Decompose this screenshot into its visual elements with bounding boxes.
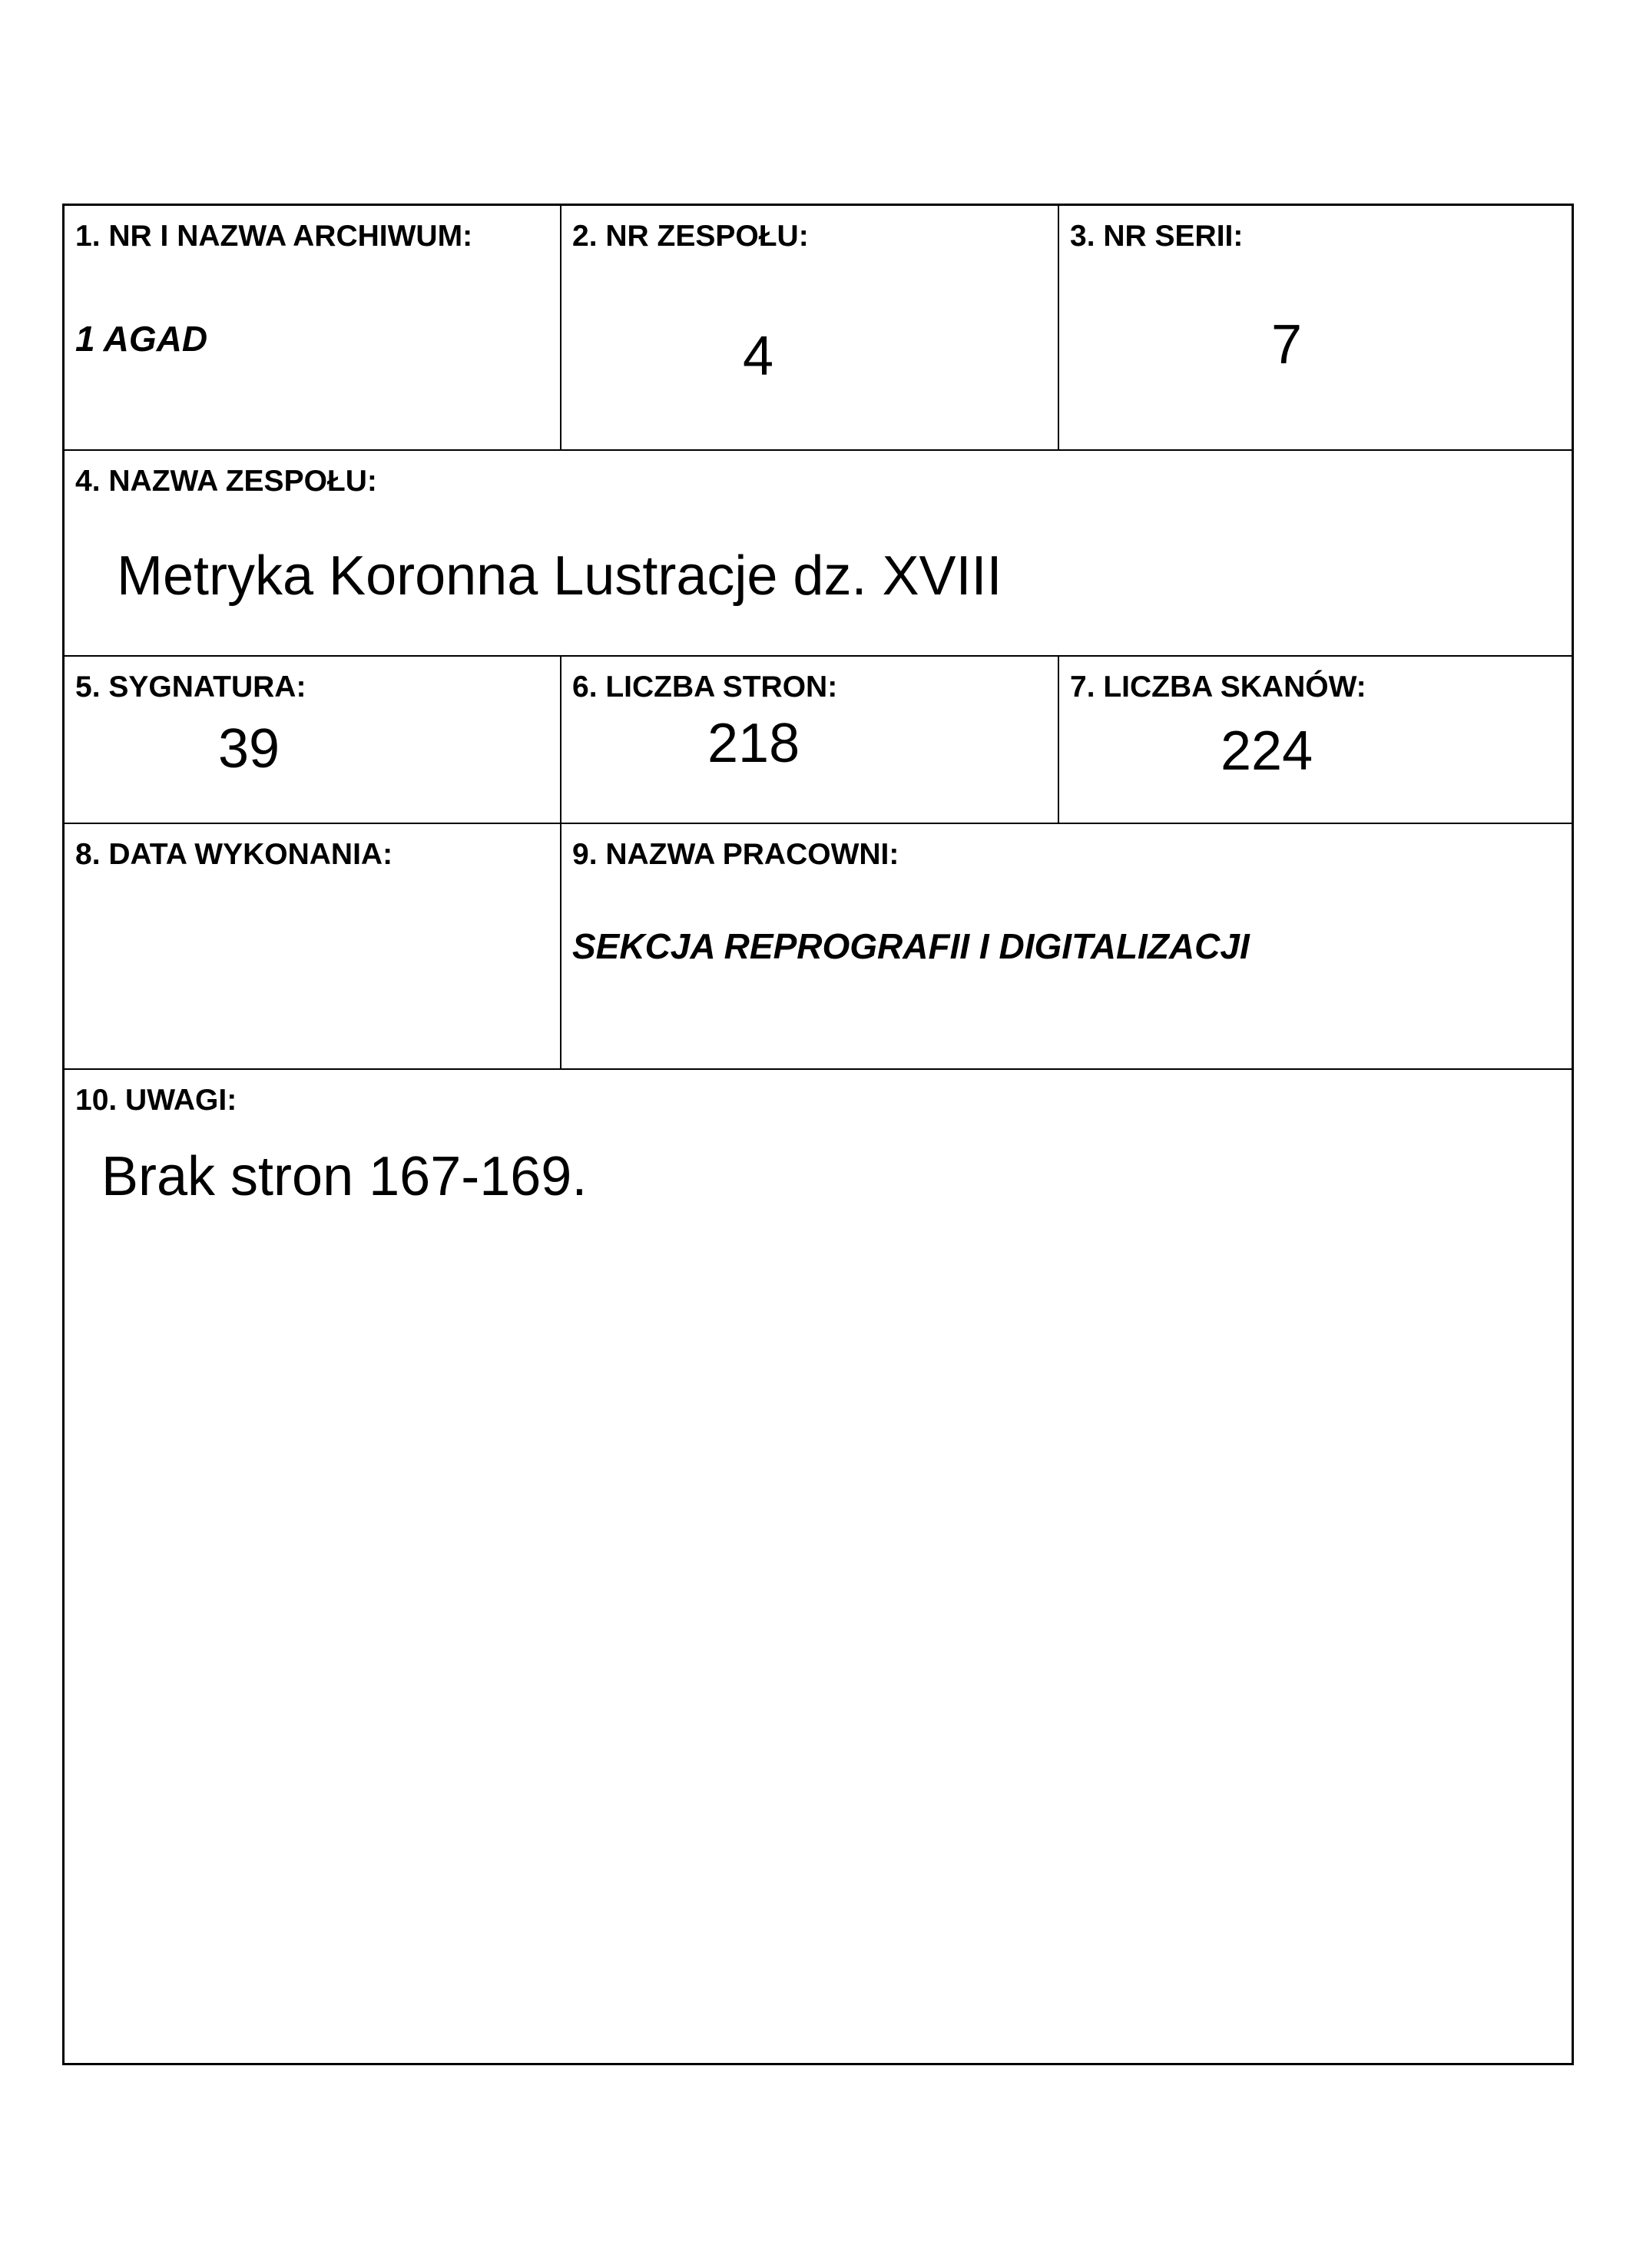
notes-value: Brak stron 167-169.	[101, 1146, 588, 1207]
date-label: 8. DATA WYKONANIA:	[75, 838, 393, 871]
fonds-number-label: 2. NR ZESPOŁU:	[572, 220, 809, 253]
page-count-label: 6. LICZBA STRON:	[572, 670, 838, 704]
series-number-value: 7	[1271, 314, 1303, 376]
page-count-cell	[561, 657, 1058, 823]
scan-count-cell	[1059, 657, 1572, 823]
scan-count-value: 224	[1221, 720, 1313, 782]
notes-label: 10. UWAGI:	[75, 1084, 237, 1117]
date-cell	[65, 824, 560, 1068]
fonds-number-cell	[561, 206, 1058, 449]
fonds-number-value: 4	[743, 326, 774, 387]
series-number-label: 3. NR SERII:	[1070, 220, 1244, 253]
archive-value: 1 AGAD	[75, 319, 208, 359]
fonds-name-value: Metryka Koronna Lustracje dz. XVIII	[117, 545, 1002, 607]
scan-count-label: 7. LICZBA SKANÓW:	[1070, 670, 1366, 704]
signature-cell	[65, 657, 560, 823]
archive-cell	[65, 206, 560, 449]
metadata-form	[62, 204, 1574, 2065]
signature-label: 5. SYGNATURA:	[75, 670, 306, 704]
series-number-cell	[1059, 206, 1572, 449]
page-count-value: 218	[707, 713, 800, 774]
fonds-name-cell	[65, 451, 1572, 655]
archive-label: 1. NR I NAZWA ARCHIWUM:	[75, 220, 473, 253]
notes-cell	[65, 1070, 1572, 2063]
workshop-value: SEKCJA REPROGRAFII I DIGITALIZACJI	[572, 926, 1250, 966]
signature-value: 39	[218, 718, 280, 780]
workshop-label: 9. NAZWA PRACOWNI:	[572, 838, 899, 871]
fonds-name-label: 4. NAZWA ZESPOŁU:	[75, 465, 377, 498]
workshop-cell	[561, 824, 1572, 1068]
